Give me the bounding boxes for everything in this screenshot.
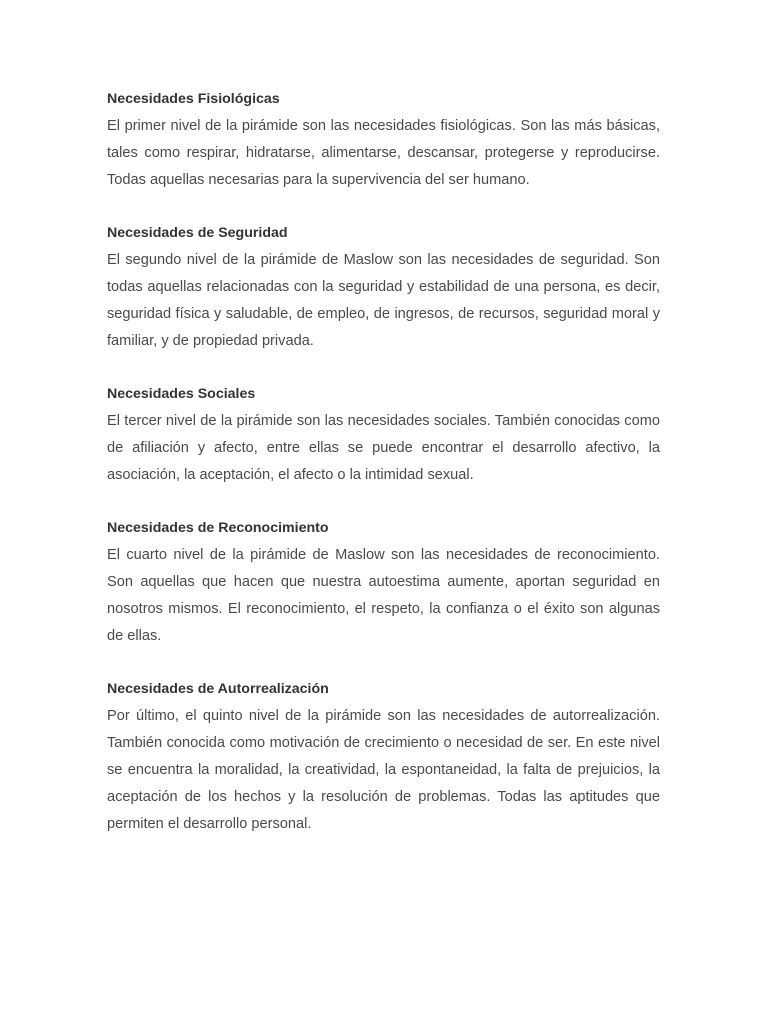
section-esteem-needs: [107, 515, 660, 650]
section-body: Por último, el quinto nivel de la pirámide son las necesidades de autorrealización. También conocida como motivación de crecimiento o necesidad de ser. En este nivel se encuentra la moralidad, la creatividad, la espontaneidad, la falta de prejuicios, la aceptación de los hechos y la resolución de problemas. Todas las aptitudes que permiten el desarrollo personal.: [107, 708, 660, 832]
section-title: Necesidades Fisiológicas: [107, 91, 280, 107]
section-title: Necesidades Sociales: [107, 386, 256, 402]
section-body: El tercer nivel de la pirámide son las necesidades sociales. También conocidas como de afiliación y afecto, entre ellas se puede encontrar el desarrollo afectivo, la asociación, la aceptación, el afecto o la intimidad sexual.: [107, 413, 660, 483]
section-body: El segundo nivel de la pirámide de Maslow son las necesidades de seguridad. Son todas aquellas relacionadas con la seguridad y estabilidad de una persona, es decir, seguridad física y saludable, de empleo, de ingresos, de recursos, seguridad moral y familiar, y de propiedad privada.: [107, 252, 660, 349]
section-body: El primer nivel de la pirámide son las necesidades fisiológicas. Son las más básicas, tales como respirar, hidratarse, alimentarse, descansar, protegerse y reproducirse. Todas aquellas necesarias para la supervivencia del ser humano.: [107, 118, 660, 188]
section-title: Necesidades de Autorrealización: [107, 681, 329, 697]
section-safety-needs: [107, 220, 660, 355]
section-physiological-needs: [107, 86, 660, 194]
section-body: El cuarto nivel de la pirámide de Maslow son las necesidades de reconocimiento. Son aquellas que hacen que nuestra autoestima aumente, aportan seguridad en nosotros mismos. El reconocimiento, el respeto, la confianza o el éxito son algunas de ellas.: [107, 547, 660, 644]
section-social-needs: [107, 381, 660, 489]
section-title: Necesidades de Reconocimiento: [107, 520, 329, 536]
document-page: [107, 86, 660, 864]
section-title: Necesidades de Seguridad: [107, 225, 288, 241]
section-self-actualization-needs: [107, 676, 660, 838]
